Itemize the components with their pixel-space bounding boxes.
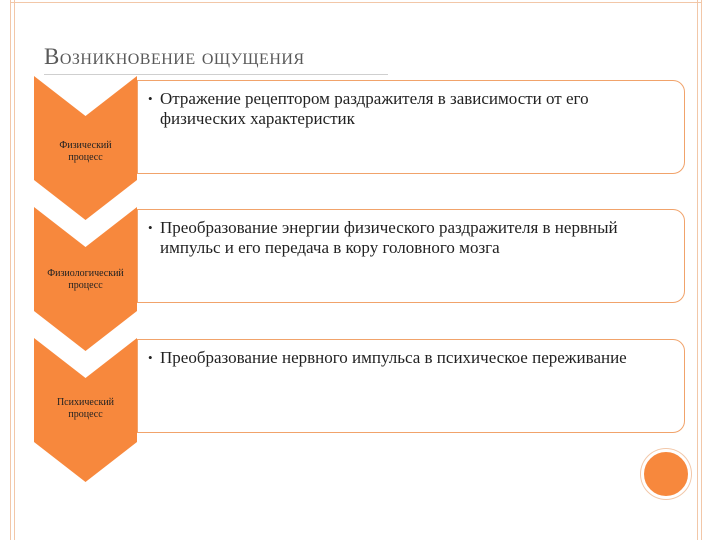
step-1-text: Отражение рецептором раздражителя в зависимости от его физических характеристик [160,89,589,128]
chevron-step-1 [34,76,137,220]
chevron-label-1-line-1: Физический [59,140,112,151]
bullet-3: • [148,350,153,365]
slide-title: Возникновение ощущения [44,44,305,69]
frame-line-left-inner [14,0,15,540]
bullet-1: • [148,91,153,106]
chevron-step-2 [34,207,137,351]
chevron-label-2-line-2: процесс [68,280,103,291]
chevron-label-1-line-2: процесс [68,152,103,163]
chevron-label-3-line-2: процесс [68,409,103,420]
title-underline [44,74,388,75]
frame-line-top [10,2,702,3]
chevron-label-3-line-1: Психический [56,397,115,408]
chevron-label-2-line-1: Физиологический [47,268,124,279]
chevron-label-3 [34,397,137,421]
chevron-step-3 [34,338,137,482]
frame-line-left-outer [10,0,11,540]
bullet-2: • [148,220,153,235]
step-3-text: Преобразование нервного импульса в психическое переживание [160,348,627,367]
step-1-textbox [137,80,685,174]
frame-line-right-inner [697,0,698,540]
frame-line-right-outer [701,0,702,540]
decorative-circle [641,449,691,499]
step-2-text: Преобразование энергии физического раздражителя в нервный импульс и его передача в кору головного мозга [160,218,618,257]
step-3-textbox [137,339,685,433]
chevron-label-2 [34,268,137,292]
chevron-label-1 [34,140,137,164]
step-2-textbox [137,209,685,303]
